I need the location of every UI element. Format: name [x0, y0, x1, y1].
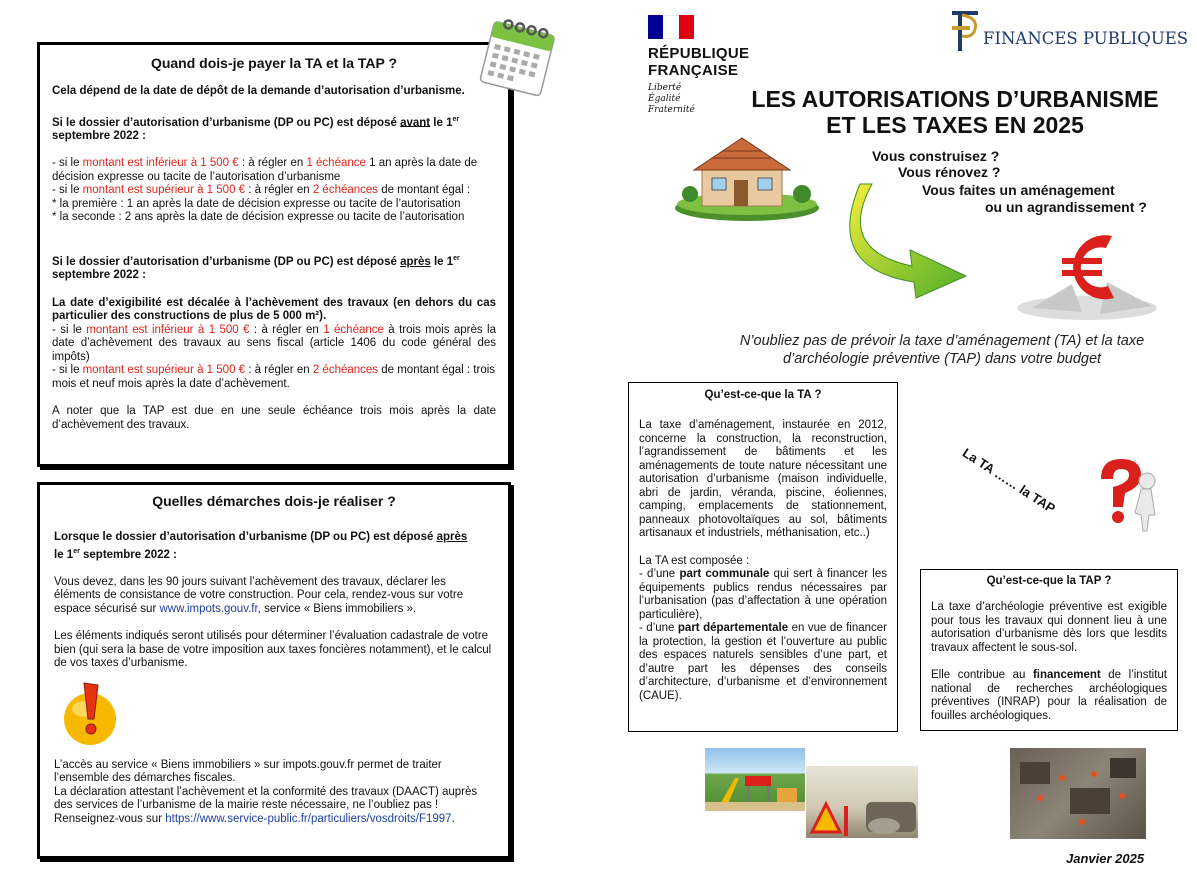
tap-p2: Elle contribue au financement de l’institut national de recherches archéologiques préventives (INRAP) pour la réalisation de fouilles archéologiques.: [931, 669, 1167, 722]
after-heading: Si le dossier d’autorisation d’urbanisme (DP ou PC) est déposé après le 1er septembre 2022 :: [52, 254, 460, 282]
tap-note: A noter que la TAP est due en une seule échéance trois mois après la date d’achèvement des travaux.: [52, 405, 496, 431]
fp-brand-text: FINANCES PUBLIQUES: [983, 29, 1189, 48]
footer-date: Janvier 2025: [1066, 851, 1145, 866]
green-arrow-icon: [832, 180, 972, 300]
main-title: LES AUTORISATIONS D’URBANISME ET LES TAXES EN 2025: [751, 86, 1159, 138]
finances-publiques-logo: [946, 8, 1189, 54]
question-extension: ou un agrandissement ?: [985, 199, 1147, 215]
procedures-p3: L’accès au service « Biens immobiliers » sur impots.gouv.fr permet de traiter l’ensemble des démarches fiscales.: [54, 758, 442, 785]
procedures-box-title: Quelles démarches dois-je réaliser ?: [152, 493, 396, 509]
ta-p4: - d’une part départementale en vue de financer la protection, la gestion et l’ouverture au public des espaces naturels sensibles d’une part, et d’autre part les dépenses des conseils d’architecture, d’urbanisme et d’environnement (CAUE).: [639, 622, 887, 702]
rf-line-2: FRANÇAISE: [648, 62, 739, 79]
question-renovate: Vous rénovez ?: [898, 164, 1001, 180]
ta-p2: La TA est composée :: [639, 554, 750, 567]
ta-box-title: Qu’est-ce-que la TA ?: [704, 389, 822, 401]
budget-tagline: N’oubliez pas de prévoir la taxe d’aménagement (TA) et la taxe d’archéologie préventive (TAP) dans votre budget: [739, 333, 1145, 367]
tap-p1: La taxe d’archéologie préventive est exigible pour tous les travaux qui donnent lieu à une autorisation d’urbanisme dès lors que lesdits travaux affectent le sous-sol.: [931, 601, 1167, 654]
procedures-p2: Les éléments indiqués seront utilisés pour déterminer l’évaluation cadastrale de votre bien (qui sera la base de votre imposition aux taxes foncières notamment), et le calcul de vos taxes d’urbanisme.: [54, 630, 492, 670]
ta-p3: - d’une part communale qui sert à financer les équipements publics rendus nécessaires par l’urbanisation (pas d’affectation à une opération particulière),: [639, 568, 887, 621]
after-line-1: - si le montant est inférieur à 1 500 € : à régler en 1 échéance à trois mois après la date d’achèvement des travaux au sens fiscal (article 1406 du code général des impôts): [52, 323, 496, 363]
procedures-lead: Lorsque le dossier d’autorisation d’urbanisme (DP ou PC) est déposé après le 1er septembre 2022 :: [54, 531, 468, 561]
warning-icon: [62, 679, 122, 749]
motto-egalite: Égalité: [648, 94, 681, 104]
tap-definition-box: [920, 569, 1178, 731]
question-development: Vous faites un aménagement: [922, 182, 1115, 198]
procedures-p5: Renseignez-vous sur https://www.service-public.fr/particuliers/vosdroits/F1997.: [54, 812, 455, 825]
question-mark-figure-icon: [1085, 455, 1165, 535]
ta-definition-box: [628, 382, 898, 732]
calendar-icon: [473, 10, 565, 102]
tap-box-title: Qu’est-ce-que la TAP ?: [986, 575, 1112, 587]
ta-tap-label: La TA …… la TAP: [959, 445, 1059, 517]
procedures-box: [37, 482, 511, 859]
excavation-photo: [1010, 748, 1146, 839]
before-line-2: - si le montant est supérieur à 1 500 € : à régler en 2 échéances de montant égal :: [52, 184, 471, 197]
roadworks-photo: [806, 766, 918, 838]
payment-info-box: [37, 42, 511, 467]
before-line-4: * la seconde : 2 ans après la date de décision expresse ou tacite de l’autorisation: [52, 211, 465, 224]
fp-emblem-icon: [946, 8, 986, 54]
service-public-link[interactable]: https://www.service-public.fr/particuliers/vosdroits/F1997: [165, 812, 452, 825]
before-heading: Si le dossier d’autorisation d’urbanisme (DP ou PC) est déposé avant le 1er septembre 2022 :: [52, 115, 460, 142]
payment-intro: Cela dépend de la date de dépôt de la demande d’autorisation d’urbanisme.: [52, 85, 465, 97]
motto-fraternite: Fraternité: [648, 105, 695, 115]
payment-box-title: Quand dois-je payer la TA et la TAP ?: [150, 55, 398, 71]
exigibility-text: La date d’exigibilité est décalée à l’achèvement des travaux (en dehors du cas particulier des constructions de plus de 5 000 m²).: [52, 296, 496, 323]
ta-p1: La taxe d’aménagement, instaurée en 2012, concerne la construction, la reconstruction, l’agrandissement de bâtiments et les aménagements de toute nature nécessitant une autorisation d’urbanisme (maison individuelle, abri de jardin, véranda, piscine, éoliennes, camping, emplacements de stationnement, panneaux photovoltaïques au sol, bâtiments artisanaux et industriels, méthanisation, etc..): [639, 419, 887, 539]
procedures-p4: La déclaration attestant l’achèvement et la conformité des travaux (DAACT) auprès des services de l’urbanisme de la mairie reste nécessaire, ne l’oubliez pas !: [54, 785, 478, 812]
after-line-2: - si le montant est supérieur à 1 500 € : à régler en 2 échéances de montant égal : trois mois et neuf mois après la date d’achèvement.: [52, 364, 496, 390]
rf-line-1: RÉPUBLIQUE: [648, 45, 750, 62]
euro-symbol-icon: [1012, 222, 1162, 322]
flag-icon: [648, 15, 694, 39]
procedures-p1: Vous devez, dans les 90 jours suivant l’achèvement des travaux, déclarer les éléments de consistance de votre construction. Pour cela, rendez-vous sur votre espace sécurisé sur www.impots.gouv.fr, service « Biens immobiliers ».: [54, 575, 464, 615]
before-line-1: - si le montant est inférieur à 1 500 € : à régler en 1 échéance 1 an après la date de décision expresse ou tacite de l’autorisation d’urbanisme: [52, 157, 478, 183]
question-build: Vous construisez ?: [872, 148, 1000, 164]
playground-photo: [705, 748, 805, 811]
before-line-3: * la première : 1 an après la date de décision expresse ou tacite de l’autorisation: [52, 197, 461, 210]
impots-link[interactable]: www.impots.gouv.fr: [159, 602, 258, 615]
house-construction-icon: [672, 128, 822, 223]
motto-liberte: Liberté: [648, 83, 682, 93]
